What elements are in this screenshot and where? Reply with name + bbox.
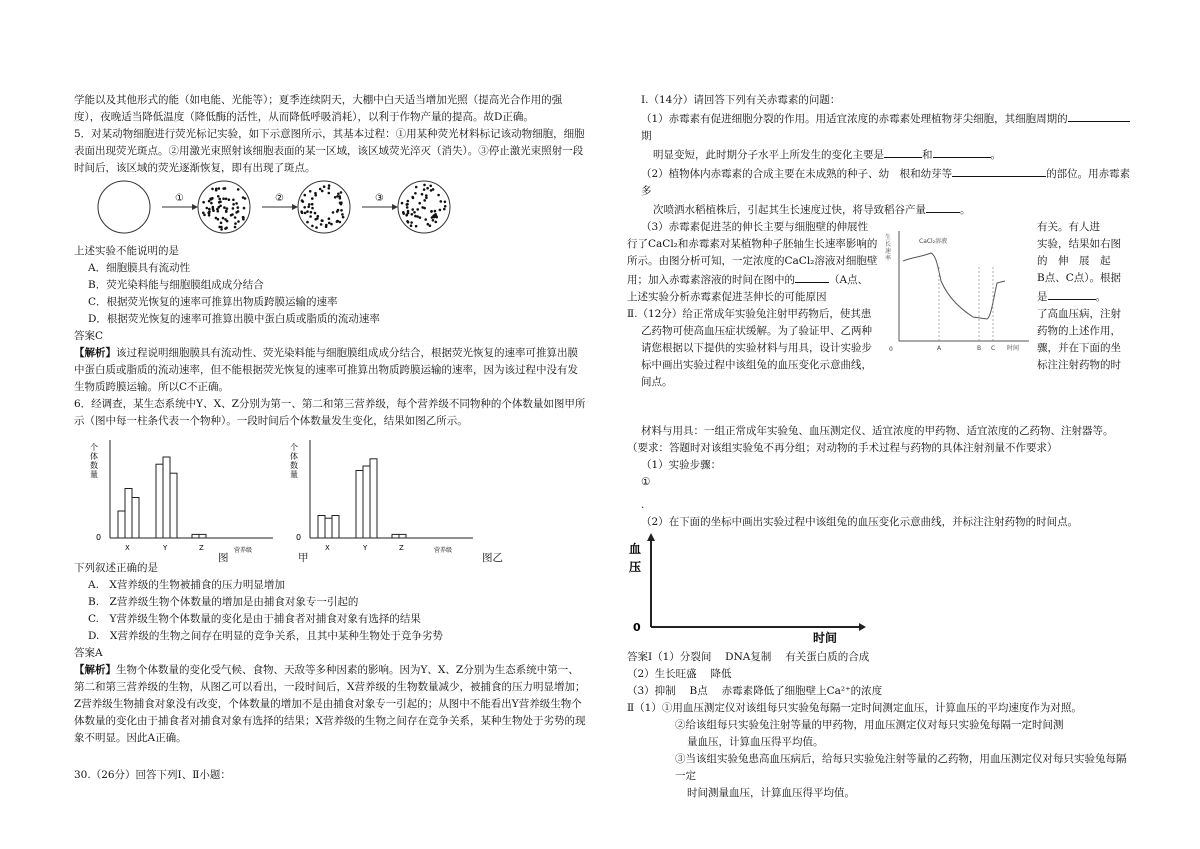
fluorescent-dot <box>301 199 304 202</box>
fluorescent-dot <box>307 206 310 209</box>
bar <box>325 518 332 538</box>
part1-heading: Ⅰ.（14分）请回答下列有关赤霉素的问题： <box>641 94 841 106</box>
fluorescent-dot <box>234 226 237 229</box>
fluorescent-dot <box>222 187 225 190</box>
fluorescent-dot <box>429 185 432 188</box>
fluorescent-dot <box>435 215 438 218</box>
axis-origin: 0 <box>96 533 102 542</box>
answer2-sub: 量血压，计算血压得平均值。 <box>687 736 824 748</box>
q6-option: C. Y营养级生物个体数量的变化是由于捕食者对捕食对象有选择的结果 <box>88 613 421 625</box>
y-axis-label-char: 血 <box>629 542 642 556</box>
fluorescent-dot <box>223 206 226 209</box>
fluorescent-dot <box>430 189 433 192</box>
chart-jia-caption-left: 图 <box>218 552 229 564</box>
fluorescent-dot <box>222 217 225 220</box>
q6-line: 示（图中每一柱条代表一个物种）。一段时间后个体数量发生变化，结果如图乙所示。 <box>74 415 468 427</box>
fluorescent-dot <box>340 201 343 204</box>
fluorescent-dot <box>317 215 320 218</box>
fluorescent-dot <box>336 195 339 198</box>
growth-rate-curve <box>903 253 1005 319</box>
intro-line: 学能以及其他形式的能（如电能、光能等）；夏季连续阴天，大棚中白天适当增加光照（提高光合作用的强 <box>74 94 563 106</box>
fluorescent-dot <box>202 201 205 204</box>
fluorescent-dot <box>212 208 215 211</box>
bar <box>192 534 199 538</box>
p2-line: 乙药物可使高血压症状缓解。为了验证甲、乙两种 <box>641 325 872 337</box>
p1-q1b-text: 明显变短，此时期分子水平上所发生的变化主要是 <box>653 149 884 161</box>
chart-jia-caption-right: 甲 <box>298 552 309 564</box>
fluorescent-dot <box>311 197 314 200</box>
q5-analysis-line: 生物质跨膜运输。所以C不正确。 <box>74 381 230 393</box>
fluorescent-dot <box>437 194 440 197</box>
fluorescent-dot <box>222 197 225 200</box>
fluorescent-dot <box>443 208 446 211</box>
answer-blank <box>795 270 829 283</box>
side-text: 是 <box>1037 291 1048 303</box>
side-line: 药物的上述作用， <box>1037 325 1121 337</box>
x-tick-label: Z <box>399 544 404 552</box>
axis-origin: 0 <box>296 533 302 542</box>
x-axis-label: 时间 <box>813 631 838 643</box>
p1-q3-main <box>627 219 892 391</box>
answer-blank <box>933 145 991 158</box>
x-tick-label: C <box>991 345 996 351</box>
fluorescent-dot <box>232 207 235 210</box>
q5-stem: 上述实验不能说明的是 <box>74 245 179 257</box>
answer2-sub: ③当该组实验兔患高血压病后，给每只实验兔注射等量的乙药物，用血压测定仪对每只实验兔每隔一定 <box>675 753 1127 782</box>
q6-stem: 下列叙述正确的是 <box>74 562 158 574</box>
fluorescent-dot <box>230 214 233 217</box>
side-line: 标注注射药物的时 <box>1037 359 1121 371</box>
analysis-label: 【解析】 <box>74 664 116 676</box>
fluorescent-dot <box>315 226 318 229</box>
step1-item: ① <box>641 476 651 488</box>
q5-analysis <box>74 345 609 362</box>
fluorescent-dot <box>226 207 229 210</box>
fluorescent-dot <box>429 224 432 227</box>
q6-analysis-line: 第二和第三营养级的生物，从图乙可以看出，一段时间后，X营养级的生物数量减少，被捕食的压力明显增加； <box>74 681 586 693</box>
answer-line: 答案Ⅰ（1）分裂间 DNA复制 有关蛋白质的合成 <box>627 651 870 663</box>
q6-charts <box>74 430 609 564</box>
q6-option: D. X营养级的生物之间存在明显的竞争关系，且其中某种生物处于竞争劣势 <box>88 630 443 642</box>
fluorescent-dot <box>342 216 345 219</box>
x-tick-label: X <box>125 544 130 552</box>
step2: （2）在下面的坐标中画出实验过程中该组兔的血压变化示意曲线，并标注注射药物的时间点。 <box>641 516 1079 528</box>
fluorescent-dot <box>225 227 228 230</box>
fluorescent-dot <box>421 193 424 196</box>
fluorescent-dot <box>435 221 438 224</box>
fluorescent-dot <box>208 210 211 213</box>
p1-q3-block <box>627 219 1132 423</box>
q5-line: 5．对某动物细胞进行荧光标记实验，如下示意图所示，其基本过程：①用某种荧光材料标记该动物细胞，细胞 <box>74 128 585 140</box>
fluorescent-dot <box>328 192 331 195</box>
fluorescent-dot <box>309 190 312 193</box>
answer2-line: Ⅱ（1）①用血压测定仪对该组每只实验兔每隔一定时间测定血压，计算血压的平均速度作为对照。 <box>627 702 1082 714</box>
fluorescent-dot <box>218 198 221 201</box>
fluorescent-dot <box>237 188 240 191</box>
y-axis-label-char: 数 <box>90 461 98 470</box>
fluorescent-dot <box>440 200 443 203</box>
p2-line: 请您根据以下提供的实验材料与用具，设计实验步 <box>641 342 872 354</box>
q30-heading: 30.（26分）回答下列Ⅰ、Ⅱ小题： <box>74 769 231 781</box>
fluorescent-dot <box>402 211 405 214</box>
step-label: ② <box>275 193 284 204</box>
p1-q2-tail: 的部位。用赤霉素多 <box>641 168 1131 197</box>
fluorescent-dot <box>243 207 246 210</box>
bar <box>332 516 339 539</box>
fluorescent-dot <box>407 212 410 215</box>
fluorescent-dot <box>211 188 214 191</box>
fluorescent-dot <box>208 208 211 211</box>
fluorescent-dot <box>314 212 317 215</box>
fluorescent-dot <box>306 210 309 213</box>
fluorescent-dot <box>411 213 414 216</box>
fluorescent-dot <box>401 202 404 205</box>
y-axis-label-char: 体 <box>290 452 298 461</box>
p1-q2-text: （2）植物体内赤霉素的合成主要在未成熟的种子、幼 根和幼芽等 <box>641 168 953 180</box>
answer-blank <box>926 200 960 213</box>
fluorescent-dot <box>217 195 220 198</box>
y-axis-label-char: 体 <box>90 452 98 461</box>
y-axis-label-char: 量 <box>90 470 98 479</box>
bar <box>399 534 406 538</box>
fluorescent-dot <box>406 220 409 223</box>
p2-line: 间点。 <box>641 376 673 388</box>
fluorescent-dot <box>340 191 343 194</box>
side-line: 了高血压病，注射 <box>1037 308 1121 320</box>
fluorescent-dot <box>311 203 314 206</box>
p1-q2b-end: 。 <box>960 204 971 216</box>
intro-line: 度），夜晚适当降低温度（降低酶的活性，从而降低呼吸消耗），以利于作物产量的提高。故D正确。 <box>74 111 534 123</box>
step2-dot: . <box>641 499 645 511</box>
p1-q3-line: （3）赤霉素促进茎的伸长主要与细胞壁的伸展性 <box>641 221 869 233</box>
fluorescent-dot <box>225 210 228 213</box>
y-axis-label-char: 个 <box>90 443 98 452</box>
q6-option: A. X营养级的生物被捕食的压力明显增加 <box>88 579 285 591</box>
side-line: 的 伸 展 起 <box>1037 255 1111 267</box>
fluorescent-dot <box>210 202 213 205</box>
x-tick-label: Y <box>163 544 168 552</box>
chart-yi <box>288 434 478 554</box>
step-label: ① <box>175 193 184 204</box>
answer2-sub: ②给该组每只实验兔注射等量的甲药物，用血压测定仪对每只实验兔每隔一定时间测 <box>675 719 1064 731</box>
answer-line: （3）抑制 B点 赤霉素降低了细胞壁上Ca²⁺的浓度 <box>627 685 883 697</box>
p1-q1b-mid: 和 <box>922 149 933 161</box>
p1-q3-line: 上述实验分析赤霉素促进茎伸长的可能原因 <box>627 291 827 303</box>
q6-answer: 答案A <box>74 647 103 659</box>
bar <box>163 457 170 538</box>
fluorescent-dot <box>426 187 429 190</box>
fluorescent-dot <box>237 220 240 223</box>
fluorescent-dot <box>406 203 409 206</box>
p1-q3-text: 用；加入赤霉素溶液的时间在图中的 <box>627 274 795 286</box>
fluorescent-dot <box>306 221 309 224</box>
fluorescent-dot <box>423 207 426 210</box>
answer-blank <box>1048 287 1096 300</box>
bar <box>356 471 363 539</box>
fluorescent-dot <box>208 200 211 203</box>
y-axis-label-char: 长 <box>885 241 892 248</box>
fluorescent-dot <box>330 223 333 226</box>
q5-answer: 答案C <box>74 330 104 342</box>
arrow-head <box>192 204 198 210</box>
fluorescent-dot <box>416 208 419 211</box>
fluorescent-dot <box>430 210 433 213</box>
fluorescent-dot <box>242 218 245 221</box>
q6-analysis-line: 象不明显。因此A正确。 <box>74 732 187 744</box>
y-axis-label-char: 速 <box>885 248 892 255</box>
fluorescent-dot <box>439 209 442 212</box>
bar <box>170 473 177 538</box>
fluorescent-dot <box>311 207 314 210</box>
x-tick-label: A <box>937 345 942 351</box>
q5-line: 表面出现荧光斑点。②用激光束照射该细胞表面的某一区域，该区域荧光淬灭（消失）。③停止激光束照射一段 <box>74 145 584 157</box>
p1-q2b-text: 次喷洒水稻植株后，引起其生长速度过快，将导致稻谷产量 <box>653 204 926 216</box>
fluorescent-dot <box>432 219 435 222</box>
q5-line: 时间后，该区域的荧光逐渐恢复，即有出现了斑点。 <box>74 162 316 174</box>
fluorescent-dot <box>235 211 238 214</box>
fluorescent-dot <box>228 198 231 201</box>
fluorescent-dot <box>320 223 323 226</box>
side-line: 骤，并在下面的坐 <box>1037 342 1121 354</box>
answer-blank <box>1068 109 1130 122</box>
fluorescent-dot <box>218 201 221 204</box>
fluorescent-dot <box>337 193 340 196</box>
p1-q1-tail: 期 <box>641 130 652 142</box>
y-axis-label-char: 个 <box>290 443 298 452</box>
step1: （1）实验步骤： <box>641 459 722 471</box>
fluorescent-dot <box>206 207 209 210</box>
fluorescent-dot <box>336 220 339 223</box>
fluorescent-dot <box>237 206 240 209</box>
side-line <box>1037 287 1137 306</box>
fluorescent-dot <box>340 209 343 212</box>
q5-option: C．根据荧光恢复的速率可推算出物质跨膜运输的速率 <box>88 296 338 308</box>
bar <box>199 534 206 538</box>
fluorescent-dot <box>217 210 220 213</box>
fluorescent-dot <box>444 201 447 204</box>
x-tick-label: B <box>977 345 982 351</box>
arrow-head <box>292 204 298 210</box>
p1-q1b-end: 。 <box>990 149 1001 161</box>
y-axis-label-char: 数 <box>290 461 298 470</box>
fluorescent-dot <box>414 215 417 218</box>
p1-q1 <box>627 109 1132 145</box>
p1-q2b <box>627 200 1132 219</box>
y-axis-label-char: 量 <box>290 470 298 479</box>
fluorescent-dot <box>411 196 414 199</box>
fluorescent-dot <box>303 206 306 209</box>
q5-option: B．荧光染料能与细胞膜组成成分结合 <box>88 279 264 291</box>
right-column <box>627 92 1132 802</box>
fluorescent-dot <box>423 188 426 191</box>
fluorescent-dot <box>410 221 413 224</box>
side-end: 。 <box>1095 291 1106 303</box>
part2-heading: Ⅱ.（12分）给正常成年实验兔注射甲药物后，使其患 <box>627 308 872 320</box>
fluorescent-dot <box>328 222 331 225</box>
p1-q3-line: 行了CaCl₂和赤霉素对某植物种子胚轴生长速率影响的 <box>627 238 878 250</box>
y-axis-label-char: 压 <box>629 560 642 574</box>
fluorescent-dot <box>424 218 427 221</box>
fluorescent-dot <box>407 200 410 203</box>
x-tick-label: Y <box>363 544 368 552</box>
fluorescent-dot <box>310 211 313 214</box>
fluorescent-dot <box>444 205 447 208</box>
fluorescent-dot <box>319 188 322 191</box>
answer-blank <box>884 145 922 158</box>
y-axis-label-char: 生 <box>885 234 892 241</box>
p1-q3-line <box>627 270 889 289</box>
fluorescent-dot <box>234 216 237 219</box>
fluorescent-dot <box>341 213 344 216</box>
fluorescent-dot <box>413 211 416 214</box>
p1-q1-text: （1）赤霉素有促进细胞分裂的作用。用适宜浓度的赤霉素处理植物芽尖细胞，其细胞周期的 <box>641 113 1068 125</box>
fluorescent-dot <box>431 216 434 219</box>
fluorescent-dot <box>234 222 237 225</box>
fluorescent-dot <box>235 202 238 205</box>
fluorescent-dot <box>328 217 331 220</box>
fluorescent-dot <box>308 203 311 206</box>
fluorescent-dot <box>323 185 326 188</box>
x-axis-arrow <box>859 623 866 631</box>
q5-analysis-line: 中蛋白质或脂质的流动速率，但不能根据荧光恢复的速率可推算出物质跨膜运输的速率，因为该过程中没有发 <box>74 364 578 376</box>
fluorescent-dot <box>334 196 337 199</box>
fluorescent-dot <box>304 212 307 215</box>
side-line: 实验，结果如右图 <box>1037 238 1121 250</box>
fluorescent-dot <box>414 192 417 195</box>
fluorescent-dot <box>314 194 317 197</box>
x-axis-label: 营养级 <box>234 547 253 554</box>
p1-q3-tail: （A点、 <box>829 274 869 286</box>
fluorescent-dot <box>425 197 428 200</box>
fluorescent-dot <box>332 211 335 214</box>
fluorescent-dot <box>410 224 413 227</box>
fluorescent-dot <box>423 184 426 187</box>
cell-unlabeled <box>98 181 150 233</box>
q5-option: D．根据荧光恢复的速率可推算出膜中蛋白质或脂质的流动速率 <box>88 313 380 325</box>
fluorescent-dot <box>225 198 228 201</box>
axis-origin: 0 <box>633 621 641 634</box>
y-axis-label-char: 率 <box>885 255 892 262</box>
fluorescent-dot <box>220 228 223 231</box>
fluorescent-dot <box>209 198 212 201</box>
q6-analysis <box>74 662 609 679</box>
fluorescent-dot <box>415 225 418 228</box>
fluorescent-dot <box>232 203 235 206</box>
bar <box>118 511 125 538</box>
fluorescent-dot <box>309 215 312 218</box>
q6-option: B. Z营养级生物个体数量的增加是由捕食对象专一引起的 <box>88 596 359 608</box>
p1-q2 <box>627 164 1132 200</box>
fluorescent-dot <box>220 222 223 225</box>
fluorescent-dot <box>427 223 430 226</box>
fluorescent-dot <box>321 190 324 193</box>
blood-pressure-axes <box>627 531 867 643</box>
fluorescent-dot <box>418 202 421 205</box>
fluorescent-dot <box>337 209 340 212</box>
x-axis-label: 时间 <box>1007 345 1020 351</box>
fluorescent-dot <box>419 216 422 219</box>
q6-analysis-line: 体数量的变化由于捕食者对捕食对象有选择的结果；X营养级的生物之间存在竞争关系，某种生物处于劣势的现 <box>74 715 586 727</box>
fluorescent-dot <box>218 187 221 190</box>
requirement: （要求：答题时对该组实验兔不再分组；对动物的手术过程与药物的具体注射剂量不作要求） <box>627 442 1058 454</box>
x-axis-label: 营养级 <box>434 547 453 554</box>
axis-origin: 0 <box>889 346 893 351</box>
fluorescent-dot <box>325 224 328 227</box>
bar <box>125 489 132 539</box>
q6-line: 6．经调查，某生态系统中Y、X、Z分别为第一、第二和第三营养级，每个营养级不同物种的个体数量如图甲所 <box>74 398 586 410</box>
answer2-sub: 时间测量血压，计算血压得平均值。 <box>687 787 855 799</box>
bar <box>370 459 377 538</box>
p1-q3-line: 所示。由图分析可知，一定浓度的CaCl₂溶液对细胞壁 <box>627 255 878 267</box>
analysis-text: 该过程说明细胞膜具有流动性、荧光染料能与细胞膜组成成分结合，根据荧光恢复的速率可推算出膜 <box>116 347 578 359</box>
fluorescent-dot <box>411 208 414 211</box>
y-axis-arrow <box>647 533 655 541</box>
fluorescent-dot <box>339 197 342 200</box>
fluorescent-dot <box>300 210 303 213</box>
p2-line: 标中画出实验过程中该组兔的血压变化示意曲线， <box>641 359 872 371</box>
answer-line: （2）生长旺盛 降低 <box>627 668 732 680</box>
fluorescent-dot <box>434 210 437 213</box>
fluorescent-dot <box>423 199 426 202</box>
x-tick-label: X <box>325 544 330 552</box>
bar <box>156 464 163 538</box>
fluorescent-dot <box>321 219 324 222</box>
fluorescent-dot <box>220 226 223 229</box>
p1-q3-side <box>1037 219 1137 374</box>
materials: 材料与用具：一组正常成年实验兔、血压测定仪、适宜浓度的甲药物、适宜浓度的乙药物、注射器等。 <box>641 425 1114 437</box>
q6-analysis-line: Z营养级生物捕食对象没有改变，个体数量的增加不是由捕食对象专一引起的；从图中不能看出Y营养级生物个 <box>74 698 582 710</box>
fluorescence-diagram <box>94 177 494 237</box>
cacl2-growth-chart <box>883 221 1033 351</box>
fluorescent-dot <box>415 186 418 189</box>
left-column <box>74 92 609 784</box>
fluorescent-dot <box>316 217 319 220</box>
fluorescent-dot <box>416 215 419 218</box>
cacl2-annotation: CaCl₂溶液 <box>919 238 948 245</box>
fluorescent-dot <box>202 212 205 215</box>
fluorescent-dot <box>311 225 314 228</box>
fluorescent-dot <box>304 194 307 197</box>
fluorescent-dot <box>242 196 245 199</box>
fluorescent-dot <box>218 206 221 209</box>
fluorescent-dot <box>328 187 331 190</box>
side-line: B点、C点）。根据 <box>1037 272 1121 284</box>
fluorescent-dot <box>215 188 218 191</box>
bar <box>132 498 139 539</box>
fluorescent-dot <box>406 206 409 209</box>
arrow-head <box>392 204 398 210</box>
step-label: ③ <box>375 193 384 204</box>
answer-blank <box>952 164 1046 177</box>
chart-jia <box>88 434 278 554</box>
analysis-label: 【解析】 <box>74 347 116 359</box>
q5-option: A．细胞膜具有流动性 <box>88 262 191 274</box>
fluorescent-dot <box>405 214 408 217</box>
analysis-text: 生物个体数量的变化受气候、食物、天敌等多种因素的影响。因为Y、X、Z分别为生态系统中第一、 <box>116 664 579 676</box>
fluorescent-dot <box>217 218 220 221</box>
bar <box>392 534 399 538</box>
fluorescent-dot <box>224 218 227 221</box>
bar <box>363 466 370 538</box>
x-tick-label: Z <box>199 544 204 552</box>
fluorescent-dot <box>232 199 235 202</box>
chart-yi-caption: 图乙 <box>482 552 503 564</box>
side-line: 有关。有人进 <box>1037 221 1100 233</box>
p1-q1b <box>627 145 1132 164</box>
bar <box>318 516 325 539</box>
fluorescent-dot <box>328 184 331 187</box>
